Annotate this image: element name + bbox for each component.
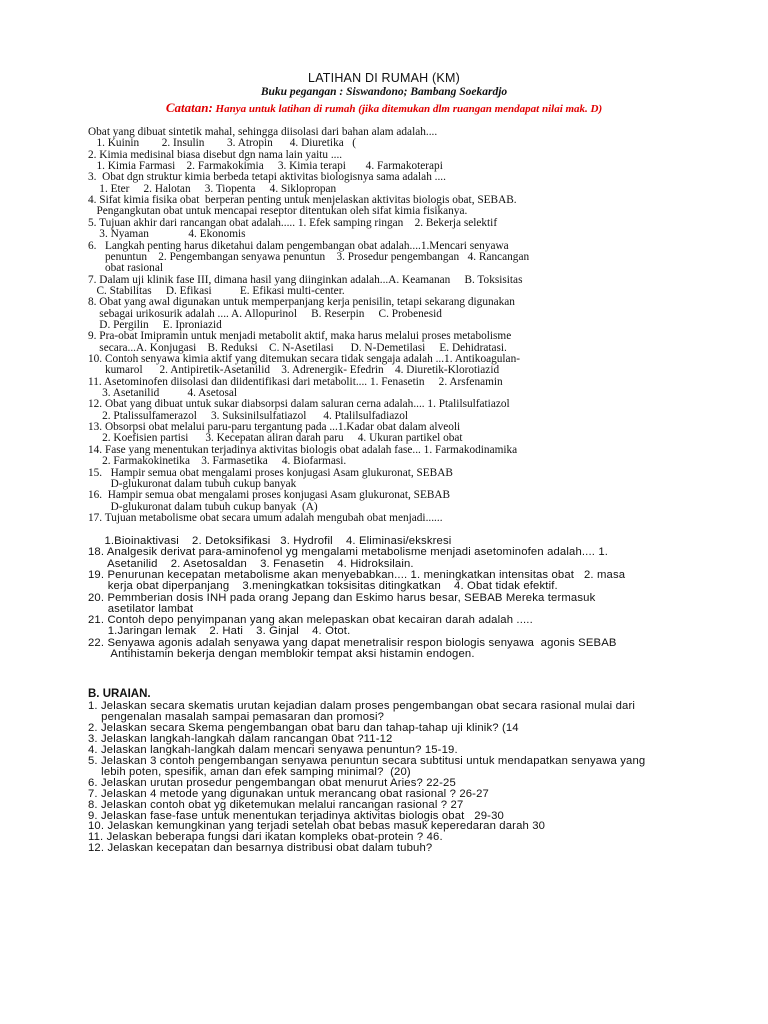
question-line: 21. Contoh depo penyimpanan yang akan melepaskan obat kecairan darah adalah ..... <box>88 614 533 627</box>
question-line: 1.Bioinaktivasi 2. Detoksifikasi 3. Hydrofil 4. Eliminasi/ekskresi <box>88 535 452 547</box>
note <box>0 100 768 116</box>
question-line: 11. Asetominofen diisolasi dan diidentifikasi dari metabolit.... 1. Fenasetin 2. Arsfenamin <box>88 375 503 388</box>
question-line: D-glukuronat dalam tubuh cukup banyak <box>88 477 297 490</box>
essay-line: 1. Jelaskan secara skematis urutan kejadian dalam proses pengembangan obat secara rasional mulai dari <box>88 700 636 712</box>
essay-line: 9. Jelaskan fase-fase untuk menentukan terjadinya aktivitas biologis obat 29-30 <box>88 809 504 822</box>
question-line: sebagai urikosurik adalah .... A. Allopurinol B. Reserpin C. Probenesid <box>88 307 442 320</box>
question-line: 8. Obat yang awal digunakan untuk memperpanjang kerja penisilin, tetapi sekarang digunakan <box>88 296 515 309</box>
question-line: 1. Eter 2. Halotan 3. Tiopenta 4. Siklopropan <box>88 182 337 195</box>
question-line: 3. Obat dgn struktur kimia berbeda tetapi aktivitas biologisnya sama adalah .... <box>88 171 446 184</box>
question-line: 1. Kimia Farmasi 2. Farmakokimia 3. Kimia terapi 4. Farmakoterapi <box>88 160 443 173</box>
question-line: 4. Sifat kimia fisika obat berperan penting untuk menjelaskan aktivitas biologis obat, SEBAB. <box>88 194 517 207</box>
question-line: kumarol 2. Antipiretik-Asetanilid 3. Adrenergik- Efedrin 4. Diuretik-Klorotiazid <box>88 364 500 377</box>
question-line: C. Stabilitas D. Efikasi E. Efikasi multi-center. <box>88 284 345 297</box>
question-line: 14. Fase yang menentukan terjadinya aktivitas biologis obat adalah fase... 1. Farmakodinamika <box>88 443 518 456</box>
question-line: Asetanilid 2. Asetosaldan 3. Fenasetin 4. Hidroksilain. <box>88 557 414 570</box>
question-line: 2. Farmakokinetika 3. Farmasetika 4. Biofarmasi. <box>88 455 347 468</box>
question-line: Antihistamin bekerja dengan memblokir tempat aksi histamin endogen. <box>88 648 475 660</box>
question-line: Pengangkutan obat untuk mencapai reseptor ditentukan oleh sifat kimia fisikanya. <box>88 205 468 218</box>
essay-line: 3. Jelaskan langkah-langkah dalam rancangan 0bat ?11-12 <box>88 732 393 745</box>
question-line: 16. Hampir semua obat mengalami proses konjugasi Asam glukuronat, SEBAB <box>88 489 451 502</box>
question-line: 13. Obsorpsi obat melalui paru-paru tergantung pada ...1.Kadar obat dalam alveoli <box>88 421 461 434</box>
question-line: 5. Tujuan akhir dari rancangan obat adalah..... 1. Efek samping ringan 2. Bekerja selektif <box>88 216 498 229</box>
question-line: 9. Pra-obat Imipramin untuk menjadi metabolit aktif, maka harus melalui proses metabolisme <box>88 330 512 343</box>
question-line: obat rasional <box>88 262 163 275</box>
question-line: 15. Hampir semua obat mengalami proses konjugasi Asam glukuronat, SEBAB <box>88 466 453 479</box>
note-label: Catatan: <box>165 100 213 115</box>
section-b-heading: B. URAIAN. <box>88 688 151 700</box>
question-line: 1. Kuinin 2. Insulin 3. Atropin 4. Diuretika ( <box>88 137 356 150</box>
essay-line: lebih poten, spesifik, aman dan efek samping minimal? (20) <box>88 765 411 778</box>
page-title: LATIHAN DI RUMAH (KM) <box>308 71 460 85</box>
question-line: D. Pergilin E. Iproniazid <box>88 318 222 331</box>
question-line: asetilator lambat <box>88 602 194 615</box>
question-line: D-glukuronat dalam tubuh cukup banyak (A) <box>88 500 318 513</box>
question-line: 18. Analgesik derivat para-aminofenol yg mengalami metabolisme menjadi asetominofen adalah.... 1. <box>88 546 609 559</box>
question-line: 3. Nyaman 4. Ekonomis <box>88 228 246 241</box>
question-line: 22. Senyawa agonis adalah senyawa yang dapat menetralisir respon biologis senyawa agonis SEBAB <box>88 636 617 649</box>
question-line: 2. Kimia medisinal biasa disebut dgn nama lain yaitu .... <box>88 148 343 161</box>
question-line: 6. Langkah penting harus diketahui dalam pengembangan obat adalah....1.Mencari senyawa <box>88 239 509 252</box>
question-line: 1.Jaringan lemak 2. Hati 3. Ginjal 4. Otot. <box>88 625 351 638</box>
essay-line: 6. Jelaskan urutan prosedur pengembangan obat menurut Aries? 22-25 <box>88 776 456 789</box>
question-line: kerja obat diperpanjang 3.meningkatkan toksisitas ditingkatkan 4. Obat tidak efektif. <box>88 580 558 593</box>
question-line: secara...A. Konjugasi B. Reduksi C. N-Asetilasi D. N-Demetilasi E. Dehidratasi. <box>88 341 507 354</box>
question-line: 2. Koefisien partisi 3. Kecepatan aliran darah paru 4. Ukuran partikel obat <box>88 432 463 445</box>
essay-line: 7. Jelaskan 4 metode yang digunakan untuk merancang obat rasional ? 26-27 <box>88 787 489 800</box>
question-line: 20. Pemmberian dosis INH pada orang Jepang dan Eskimo harus besar, SEBAB Mereka termasuk <box>88 591 596 604</box>
essay-line: 5. Jelaskan 3 contoh pengembangan senyawa penuntun secara subtitusi untuk mendapatkan senyawa yang <box>88 754 646 767</box>
question-line: 10. Contoh senyawa kimia aktif yang ditemukan secara tidak sengaja adalah ...1. Antikoagulan- <box>88 353 520 365</box>
note-text: Hanya untuk latihan di rumah (jika ditemukan dlm ruangan mendapat nilai mak. D) <box>212 103 603 115</box>
essay-line: 4. Jelaskan langkah-langkah dalam mencari senyawa penuntun? 15-19. <box>88 743 458 756</box>
reference-book: Buku pegangan : Siswandono; Bambang Soekardjo <box>260 86 508 98</box>
essay-line: 12. Jelaskan kecepatan dan besarnya distribusi obat dalam tubuh? <box>88 842 433 855</box>
question-line: penuntun 2. Pengembangan senyawa penuntun 3. Prosedur pengembangan 4. Rancangan <box>88 250 530 263</box>
essay-line: 10. Jelaskan kemungkinan yang terjadi setelah obat bebas masuk keperedaran darah 30 <box>88 820 546 833</box>
question-line: Obat yang dibuat sintetik mahal, sehingga diisolasi dari bahan alam adalah.... <box>88 126 438 138</box>
essay-line: 11. Jelaskan beberapa fungsi dari ikatan kompleks obat-protein ? 46. <box>88 831 443 844</box>
question-line: 19. Penurunan kecepatan metabolisme akan menyebabkan.... 1. meningkatkan intensitas obat 2. masa <box>88 568 626 581</box>
question-line: 17. Tujuan metabolisme obat secara umum adalah mengubah obat menjadi...... <box>88 511 443 524</box>
essay-line: 8. Jelaskan contoh obat yg diketemukan melalui rancangan rasional ? 27 <box>88 798 464 811</box>
question-line: 3. Asetanilid 4. Asetosal <box>88 387 238 400</box>
question-line: 7. Dalam uji klinik fase III, dimana hasil yang diinginkan adalah...A. Keamanan B. Toksisitas <box>88 273 523 286</box>
essay-line: 2. Jelaskan secara Skema pengembangan obat baru dan tahap-tahap uji klinik? (14 <box>88 721 519 734</box>
question-line: 12. Obat yang dibuat untuk sukar diabsorpsi dalam saluran cerna adalah.... 1. Ptalilsulfatiazol <box>88 398 510 411</box>
essay-line: pengenalan masalah sampai pemasaran dan promosi? <box>88 710 385 723</box>
question-line: 2. Ptalissulfamerazol 3. Suksinilsulfatiazol 4. Ptalilsulfadiazol <box>88 409 409 422</box>
